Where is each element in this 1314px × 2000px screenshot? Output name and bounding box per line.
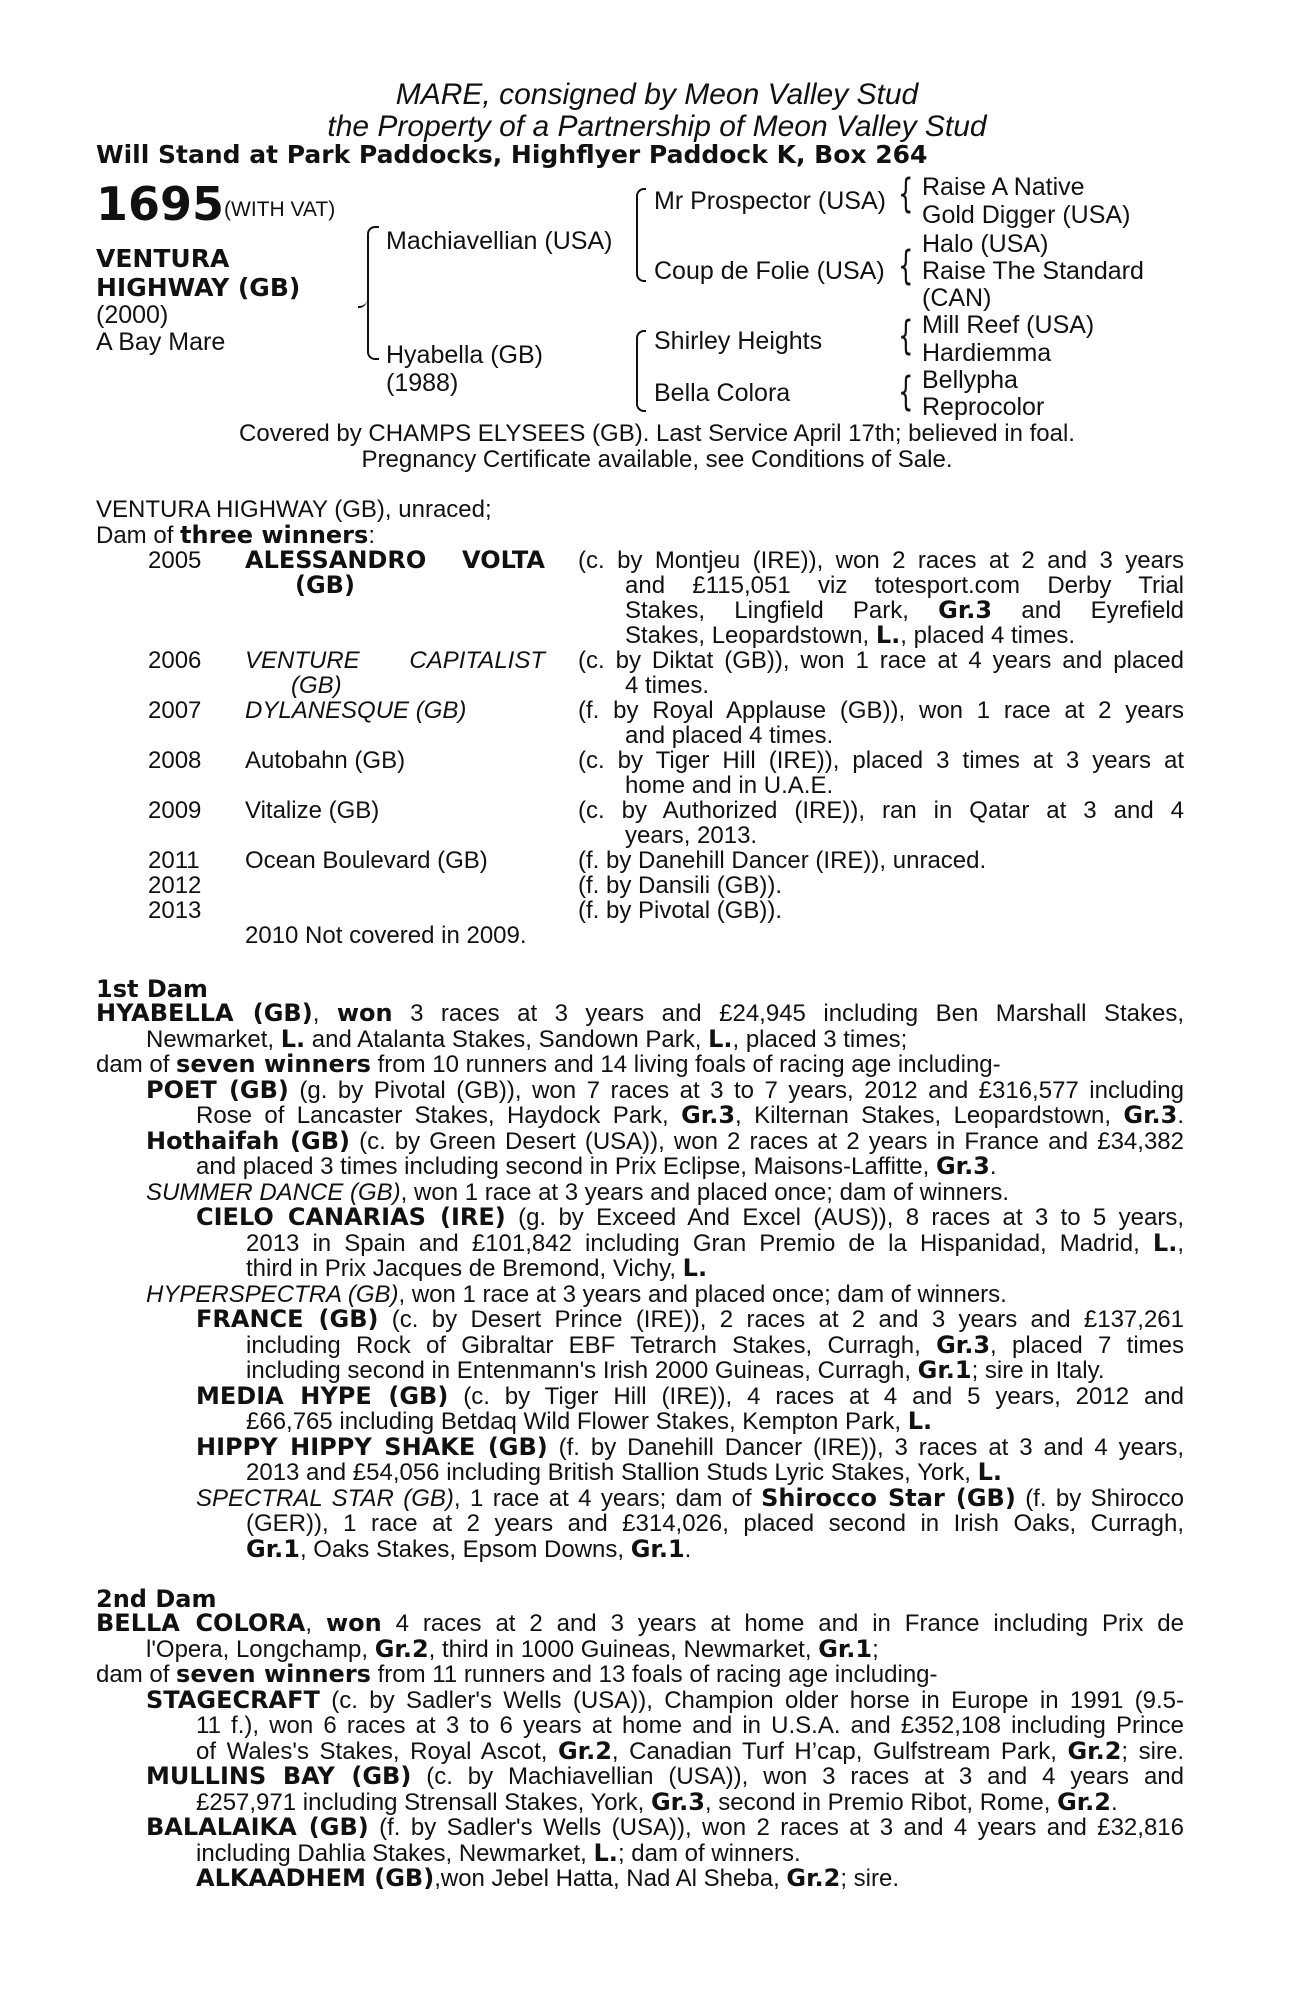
produce-name xyxy=(245,548,545,598)
sire-sire: Mr Prospector (USA) xyxy=(654,187,886,215)
table-row xyxy=(0,548,1314,648)
sire-dam: Coup de Folie (USA) xyxy=(654,257,885,285)
brace-ds: { xyxy=(898,313,914,359)
table-row xyxy=(0,648,1314,698)
gg-dds: Bellypha xyxy=(922,366,1018,394)
text-line: dam of seven winners from 10 runners and 14 living foals of racing age including- xyxy=(96,1050,1001,1078)
vat-label: (WITH VAT) xyxy=(224,198,336,221)
produce-year: 2012 xyxy=(148,872,202,899)
detail-line: (c. by Montjeu (IRE)), won 2 races at 2 and 3 years xyxy=(578,547,1184,574)
table-row xyxy=(0,698,1314,748)
detail-line: and £115,051 viz totesport.com Derby Trial xyxy=(625,572,1184,599)
text-line: Newmarket, L. and Atalanta Stakes, Sandown Park, L., placed 3 times; xyxy=(146,1024,908,1053)
dam-year: (1988) xyxy=(386,369,459,397)
gg-sss: Raise A Native xyxy=(922,173,1085,201)
text-line: Gr.1, Oaks Stakes, Epsom Downs, Gr.1. xyxy=(246,1534,692,1563)
produce-intro: VENTURA HIGHWAY (GB), unraced; xyxy=(96,496,492,523)
produce-details: (f. by Dansili (GB)). xyxy=(578,872,783,899)
text-line: STAGECRAFT (c. by Sadler's Wells (USA)), Champion older horse in Europe in 1991 (9.5- xyxy=(146,1685,1184,1714)
text-line: HIPPY HIPPY SHAKE (GB) (f. by Danehill Dancer (IRE)), 3 races at 3 and 4 years, xyxy=(196,1432,1184,1461)
text-line: (GER)), 1 race at 2 years and £314,026, placed second in Irish Oaks, Curragh, xyxy=(246,1510,1184,1537)
horse-name-line2: HIGHWAY (GB) xyxy=(96,273,301,302)
text-line: £257,971 including Strensall Stakes, York, Gr.3, second in Premio Ribot, Rome, Gr.2. xyxy=(196,1787,1118,1816)
text-line: of Wales's Stakes, Royal Ascot, Gr.2, Canadian Turf H’cap, Gulfstream Park, Gr.2; sire. xyxy=(196,1736,1184,1765)
produce-name-line: (GB) xyxy=(295,571,355,599)
text-line: CIELO CANARIAS (IRE) (g. by Exceed And Excel (AUS)), 8 races at 3 to 5 years, xyxy=(196,1203,1184,1231)
table-row xyxy=(0,848,1314,873)
produce-name: VENTURE CAPITALIST (GB) xyxy=(245,647,545,699)
gg-sdd-country: (CAN) xyxy=(922,284,992,312)
gg-ssd: Gold Digger (USA) xyxy=(922,201,1131,229)
dam-of-prefix: Dam of xyxy=(96,522,181,549)
text-line: Hothaifah (GB) (c. by Green Desert (USA)), won 2 races at 2 years in France and £34,382 xyxy=(146,1126,1184,1155)
text-line: and placed 3 times including second in Prix Eclipse, Maisons-Laffitte, Gr.3. xyxy=(196,1152,997,1180)
dam-bracket-top xyxy=(636,330,646,372)
produce-details: (f. by Royal Applause (GB)), won 1 race at 2 years and placed 4 times. xyxy=(578,697,1184,749)
dam-name: Hyabella (GB) xyxy=(386,341,543,369)
text-line: FRANCE (GB) (c. by Desert Prince (IRE)), 2 races at 2 and 3 years and £137,261 xyxy=(196,1305,1184,1333)
text-line: POET (GB) (g. by Pivotal (GB)), won 7 races at 3 to 7 years, 2012 and £316,577 including xyxy=(146,1075,1184,1104)
produce-year: 2007 xyxy=(148,697,202,724)
dam-of-count: three winners xyxy=(180,521,369,549)
sire-bracket-top xyxy=(636,188,646,242)
gg-dsd: Hardiemma xyxy=(922,339,1052,367)
produce-year: 2009 xyxy=(148,797,202,824)
text-line: HYPERSPECTRA (GB), won 1 race at 3 years and placed once; dam of winners. xyxy=(146,1280,1007,1308)
produce-details: (c. by Authorized (IRE)), ran in Qatar at 3 and 4 years, 2013. xyxy=(578,797,1184,849)
text-line: ALKAADHEM (GB),won Jebel Hatta, Nad Al Sheba, Gr.2; sire. xyxy=(196,1864,900,1892)
produce-year: 2013 xyxy=(148,897,202,924)
gg-dss: Mill Reef (USA) xyxy=(922,311,1095,339)
text-line: SPECTRAL STAR (GB), 1 race at 4 years; dam of Shirocco Star (GB) (f. by Shirocco xyxy=(196,1483,1185,1512)
produce-year: 2006 xyxy=(148,647,202,674)
produce-name: Vitalize (GB) xyxy=(245,797,380,824)
horse-description: A Bay Mare xyxy=(96,328,226,356)
sire-name: Machiavellian (USA) xyxy=(386,227,613,255)
horse-name-line1: VENTURA xyxy=(96,244,230,273)
sire-bracket-bottom xyxy=(636,240,646,282)
detail-line: Stakes, Leopardstown, L., placed 4 times. xyxy=(625,621,1075,649)
text-line: 11 f.), won 6 races at 3 to 6 years at home and in U.S.A. and £352,108 including Prince xyxy=(196,1712,1184,1739)
table-row xyxy=(0,873,1314,898)
brace-sd: { xyxy=(898,243,914,289)
gg-ddd: Reprocolor xyxy=(922,393,1045,421)
produce-name: DYLANESQUE (GB) xyxy=(245,697,467,724)
text-line: SUMMER DANCE (GB), won 1 race at 3 years and placed once; dam of winners. xyxy=(146,1178,1010,1206)
consignment-title: MARE, consigned by Meon Valley Stud xyxy=(395,78,919,111)
gg-sds: Halo (USA) xyxy=(922,230,1049,258)
produce-name: Ocean Boulevard (GB) xyxy=(245,847,488,874)
table-row xyxy=(0,898,1314,923)
dam-of-suffix: : xyxy=(368,522,375,549)
dam-bracket-bottom xyxy=(636,370,646,412)
lot-number: 1695 xyxy=(96,177,225,231)
text-line: HYABELLA (GB), won 3 races at 3 years and £24,945 including Ben Marshall Stakes, xyxy=(96,999,1184,1027)
first-dam-section xyxy=(96,1001,1184,1562)
produce-details: (f. by Pivotal (GB)). xyxy=(578,897,783,924)
pregnancy-note: Pregnancy Certificate available, see Conditions of Sale. xyxy=(361,446,953,473)
produce-year: 2005 xyxy=(148,547,202,574)
produce-details: (c. by Tiger Hill (IRE)), placed 3 times at 3 years at home and in U.A.E. xyxy=(578,747,1184,799)
dam-dam: Bella Colora xyxy=(654,379,791,407)
text-line: £66,765 including Betdaq Wild Flower Stakes, Kempton Park, L. xyxy=(246,1407,933,1435)
produce-details: (f. by Danehill Dancer (IRE)), unraced. xyxy=(578,847,987,874)
dam-sire: Shirley Heights xyxy=(654,327,823,355)
gg-sdd: Raise The Standard xyxy=(922,257,1144,285)
produce-note: 2010 Not covered in 2009. xyxy=(245,922,527,949)
first-dam-heading: 1st Dam xyxy=(96,975,208,1003)
second-dam-section xyxy=(96,1611,1184,1892)
covered-note: Covered by CHAMPS ELYSEES (GB). Last Service April 17th; believed in foal. xyxy=(239,420,1075,447)
table-row xyxy=(0,748,1314,798)
text-line: third in Prix Jacques de Bremond, Vichy, L. xyxy=(246,1254,708,1282)
produce-year: 2008 xyxy=(148,747,202,774)
stand-location: Will Stand at Park Paddocks, Highflyer Paddock K, Box 264 xyxy=(96,140,928,169)
text-line: Rose of Lancaster Stakes, Haydock Park, Gr.3, Kilternan Stakes, Leopardstown, Gr.3. xyxy=(196,1101,1184,1129)
horse-year: (2000) xyxy=(96,301,169,329)
text-line: BALALAIKA (GB) (f. by Sadler's Wells (USA)), won 2 races at 3 and 4 years and £32,816 xyxy=(146,1813,1184,1841)
brace-dd: { xyxy=(898,369,914,415)
produce-year: 2011 xyxy=(148,847,200,874)
produce-dam-of xyxy=(96,522,375,549)
text-line: l'Opera, Longchamp, Gr.2, third in 1000 Guineas, Newmarket, Gr.1; xyxy=(146,1634,879,1663)
produce-name: Autobahn (GB) xyxy=(245,747,406,774)
produce-details: (c. by Diktat (GB)), won 1 race at 4 years and placed 4 times. xyxy=(578,647,1184,699)
pedigree-bracket-bottom xyxy=(367,306,379,360)
table-row xyxy=(0,798,1314,848)
brace-ss: { xyxy=(898,171,914,217)
text-line: 2013 and £54,056 including British Stallion Studs Lyric Stakes, York, L. xyxy=(246,1458,1002,1486)
text-line: including Dahlia Stakes, Newmarket, L.; dam of winners. xyxy=(196,1838,801,1867)
text-line: MULLINS BAY (GB) (c. by Machiavellian (USA)), won 3 races at 3 and 4 years and xyxy=(146,1762,1184,1790)
text-line: 2013 in Spain and £101,842 including Gran Premio de la Hispanidad, Madrid, L., xyxy=(246,1228,1184,1257)
pedigree-bracket-mid xyxy=(358,294,367,308)
text-line: including Rock of Gibraltar EBF Tetrarch Stakes, Curragh, Gr.3, placed 7 times xyxy=(246,1330,1184,1359)
text-line: MEDIA HYPE (GB) (c. by Tiger Hill (IRE)), 4 races at 4 and 5 years, 2012 and xyxy=(196,1381,1185,1410)
detail-line: Stakes, Lingfield Park, Gr.3 and Eyrefield xyxy=(625,596,1184,624)
text-line: including second in Entenmann's Irish 2000 Guineas, Curragh, Gr.1; sire in Italy. xyxy=(246,1356,1105,1384)
produce-name-line: ALESSANDRO VOLTA xyxy=(245,546,545,574)
pedigree-bracket-top xyxy=(367,226,379,308)
text-line: dam of seven winners from 11 runners and 13 foals of racing age including- xyxy=(96,1660,938,1688)
produce-details xyxy=(578,548,1184,648)
consignment-property: the Property of a Partnership of Meon Valley Stud xyxy=(327,110,987,143)
text-line: BELLA COLORA, won 4 races at 2 and 3 years at home and in France including Prix de xyxy=(96,1609,1184,1637)
second-dam-heading: 2nd Dam xyxy=(96,1585,217,1613)
